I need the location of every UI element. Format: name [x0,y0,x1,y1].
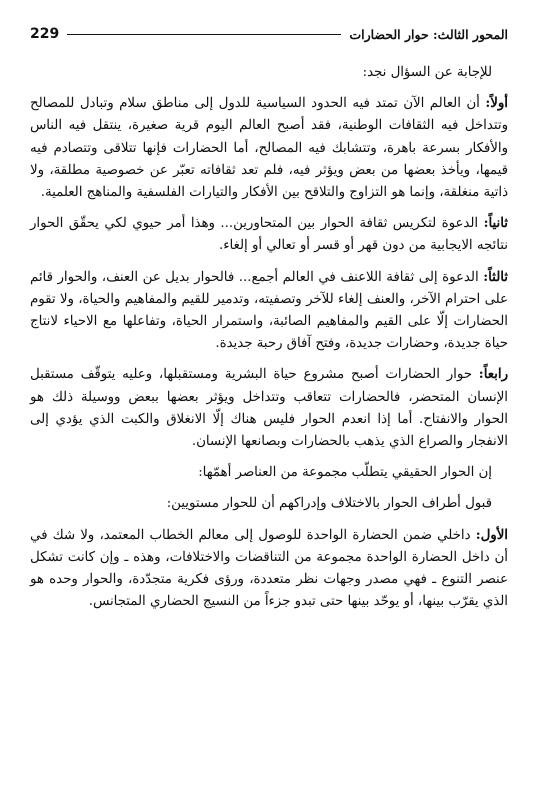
paragraph-lead: ثالثاً: [483,269,508,285]
paragraph-text: أن العالم الآن تمتد فيه الحدود السياسية للدول إلى مناطق سلام وتبادل للمصالح وتتداخل فيه الثقافات الوطنية، فقد أصبح العالم اليوم قرية صغيرة، ينتقل فيه الناس والأفكار بسرعة باهرة، وتتشابك فيه المصالح، أما الحضارات فإنها تتلاقى وتتصادم فيه قيمها، ويأخذ بعضها من بعض ويؤثر فيه، فلم تعد ثقافاته تعبّر عن خصوصية مطلقة، ولا ذاتية منغلقة، وإنما هو التزاوج والتلاقح بين الأفكار والتيارات الفلسفية والمناهج العلمية. [30,96,508,201]
paragraph-second [30,213,508,257]
paragraph-elements [30,462,508,484]
paragraph-lead: الأول: [475,527,508,543]
paragraph-level-one [30,525,508,614]
paragraph-first [30,93,508,204]
paragraph-levels [30,493,508,515]
paragraph-fourth [30,364,508,453]
paragraph-lead: رابعاً: [478,367,508,383]
paragraph-text: داخلي ضمن الحضارة الواحدة للوصول إلى معالم الخطاب المعتمد، ولا شك في أن داخل الحضارة الواحدة مجموعة من التناقضات والاختلافات، وهذه ـ وإن كانت تشكل عنصر التنوع ـ فهي مصدر وجهات نظر متعددة، ورؤى فكرية متجدّدة، والحوار وحده هو الذي يقرّب بينها، أو يوحّد بينها حتى تبدو جزءاً من النسيج الحضاري المتجانس. [30,527,508,610]
running-title: المحور الثالث: حوار الحضارات [349,26,508,42]
paragraph-intro [30,62,508,84]
paragraph-text: قبول أطراف الحوار بالاختلاف وإدراكهم أن للحوار مستويين: [166,496,492,512]
body-text [30,62,508,613]
paragraph-third [30,267,508,356]
running-header [30,24,508,44]
paragraph-text: حوار الحضارات أصبح مشروع حياة البشرية ومستقبلها، وعليه يتوقّف مستقبل الإنسان المتحضر، فالحضارات تتعاقب وتتداخل ويؤثر بعضها ببعض ووسيلة ذلك هو الحوار والانفتاح. أما إذا انعدم الحوار فليس هناك إلّا الانغلاق والكبت الذي يؤدي إلى الانفجار والصراع الذي يذهب بالحضارات وبصانعها الإنسان. [30,367,508,450]
paragraph-text: الدعوة لتكريس ثقافة الحوار بين المتحاورين... وهذا أمر حيوي لكي يحقّق الحوار نتائجه الايجابية من دون قهر أو قسر أو تعالي أو إلغاء. [30,216,508,254]
paragraph-text: للإجابة عن السؤال نجد: [362,65,492,80]
paragraph-lead: أولاً: [485,96,508,112]
paragraph-text: الدعوة إلى ثقافة اللاعنف في العالم أجمع... فالحوار بديل عن العنف، والحوار قائم على احترام الآخر، والعنف إلغاء للآخر وتصفيته، وتدمير للقيم والمفاهيم والحياة، ولا تقوم الحضارات إلّا على القيم والمفاهيم الصائبة، واستمرار الحياة، وتفاعلها مع الاحياء لانتاج حياة جديدة، وحضارات جديدة، وفتح آفاق رحبة جديدة. [30,269,508,352]
page-number: 229 [30,26,60,42]
paragraph-lead: ثانياً: [483,216,508,232]
header-rule [67,34,341,35]
paragraph-text: إن الحوار الحقيقي يتطلّب مجموعة من العناصر أهمّها: [198,465,492,481]
